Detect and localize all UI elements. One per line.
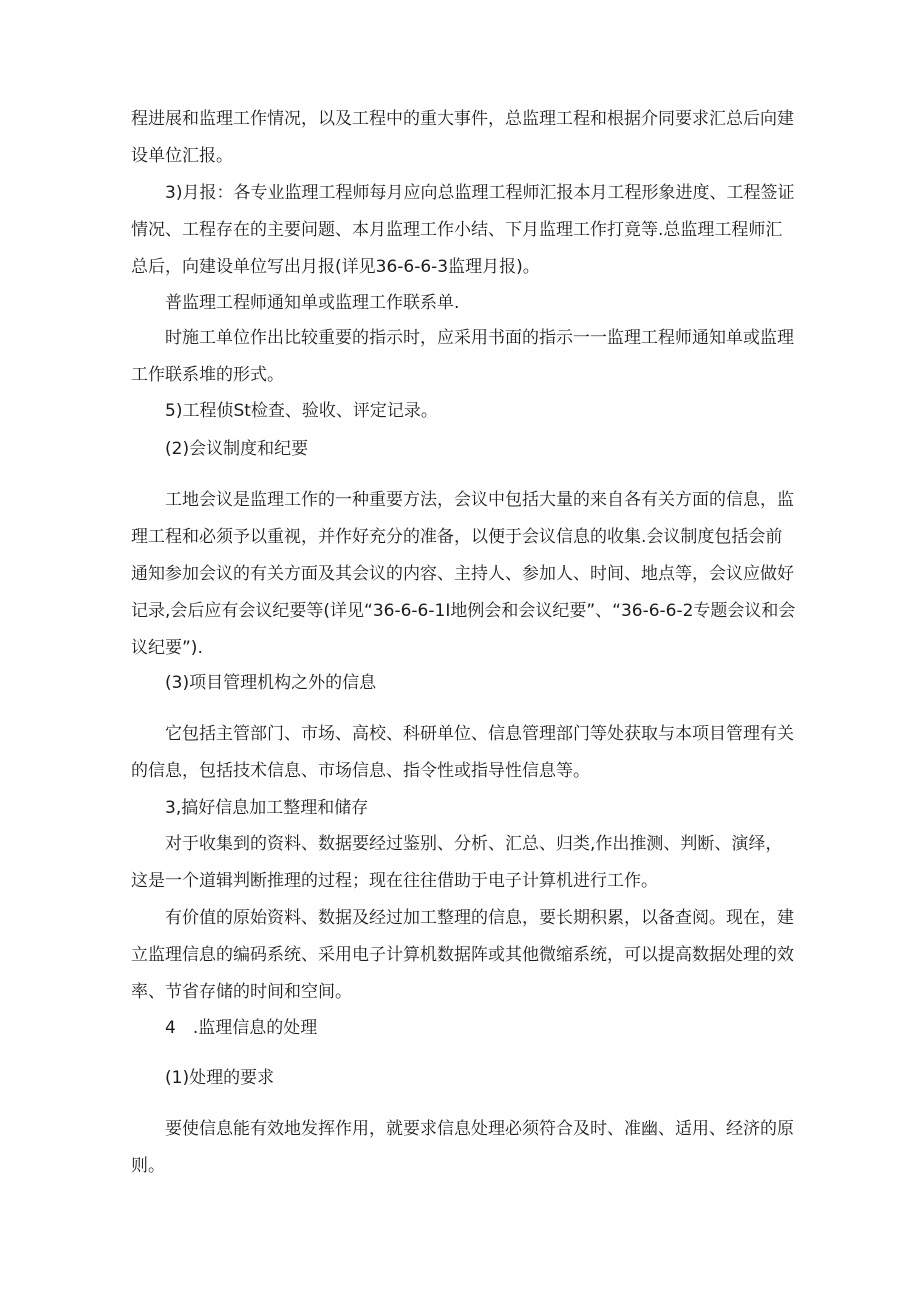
heading-meeting-system [131, 431, 801, 468]
paragraph-archiving [131, 900, 801, 1011]
heading-processing-storage [131, 790, 801, 827]
text-line: 4 .监理信息的处理 [165, 1018, 318, 1038]
text-line: 它包括主管部门、市场、高校、科研单位、信息管理部门等处获取与本项目管理有关 [165, 724, 794, 744]
text-line: 则。 [131, 1156, 165, 1176]
text-line: 程进展和监理工作情况，以及工程中的重大事件，总监理工程和根据介同要求汇总后向建 [131, 109, 794, 129]
paragraph-inspection-records [131, 393, 801, 430]
text-line: 时施工单位作出比较重要的指示时，应采用书面的指示一一监理工程师通知单或监理 [165, 328, 794, 348]
text-line: 5)工程侦St检查、验收、评定记录。 [165, 401, 438, 421]
text-line: 的信息，包括技术信息、市场信息、指令性或指导性信息等。 [131, 761, 590, 781]
text-line: 工作联系堆的形式。 [131, 365, 284, 385]
paragraph-notice [131, 285, 801, 322]
text-line: (1)处理的要求 [165, 1068, 275, 1088]
paragraph-instruction [131, 320, 801, 394]
text-line: 设单位汇报。 [131, 146, 233, 166]
heading-information-handling [131, 1010, 801, 1047]
paragraph-requirements [131, 1111, 801, 1185]
text-line: (3)项目管理机构之外的信息 [165, 673, 377, 693]
text-line: 这是一个道辑判断推理的过程；现在往往借助于电子计算机进行工作。 [131, 871, 658, 891]
text-line: 普监理工程师通知单或监理工作联系单. [165, 293, 460, 313]
text-line: 议纪要”). [131, 638, 203, 658]
paragraph-data-processing [131, 826, 801, 900]
text-line: 理工程和必须予以重视，并作好充分的准备，以便于会议信息的收集.会议制度包括会前 [131, 527, 783, 547]
text-line: 率、节省存储的时间和空间。 [131, 982, 352, 1002]
paragraph-monthly-report [131, 175, 801, 286]
text-line: 3)月报：各专业监理工程师每月应向总监理工程师汇报本月工程形象进度、工程签证 [165, 183, 795, 203]
text-line: (2)会议制度和纪要 [165, 439, 309, 459]
text-line: 通知参加会议的有关方面及其会议的内容、主持人、参加人、时间、地点等，会议应做好 [131, 564, 794, 584]
text-line: 总后，向建设单位写出月报(详见36-6-6-3监理月报)。 [131, 257, 540, 277]
text-line: 记录,会后应有会议纪要等(详见“36-6-6-1I地例会和会议纪要”、“36-6-6-2专题会议和会 [131, 601, 796, 621]
paragraph-weekly-report-continued [131, 101, 801, 175]
paragraph-site-meeting [131, 482, 801, 667]
text-line: 立监理信息的编码系统、采用电子计算机数据阵或其他微缩系统，可以提高数据处理的效 [131, 945, 794, 965]
text-line: 要使信息能有效地发挥作用，就要求信息处理必须符合及时、准幽、适用、经济的原 [165, 1119, 794, 1139]
text-line: 有价值的原始资料、数据及经过加工整理的信息，要长期积累，以备查阅。现在，建 [165, 908, 794, 928]
text-line: 3,搞好信息加工整理和储存 [165, 798, 369, 818]
heading-processing-requirements [131, 1060, 801, 1097]
text-line: 工地会议是监理工作的一种重要方法，会议中包括大量的来自各有关方面的信息，监 [165, 490, 794, 510]
heading-external-information [131, 665, 801, 702]
paragraph-external-sources [131, 716, 801, 790]
text-line: 情况、工程存在的主要问题、本月监理工作小结、下月监理工作打竟等.总监理工程师汇 [131, 220, 783, 240]
text-line: 对于收集到的资料、数据要经过鉴别、分析、汇总、归类,作出推测、判断、演绎， [165, 834, 783, 854]
